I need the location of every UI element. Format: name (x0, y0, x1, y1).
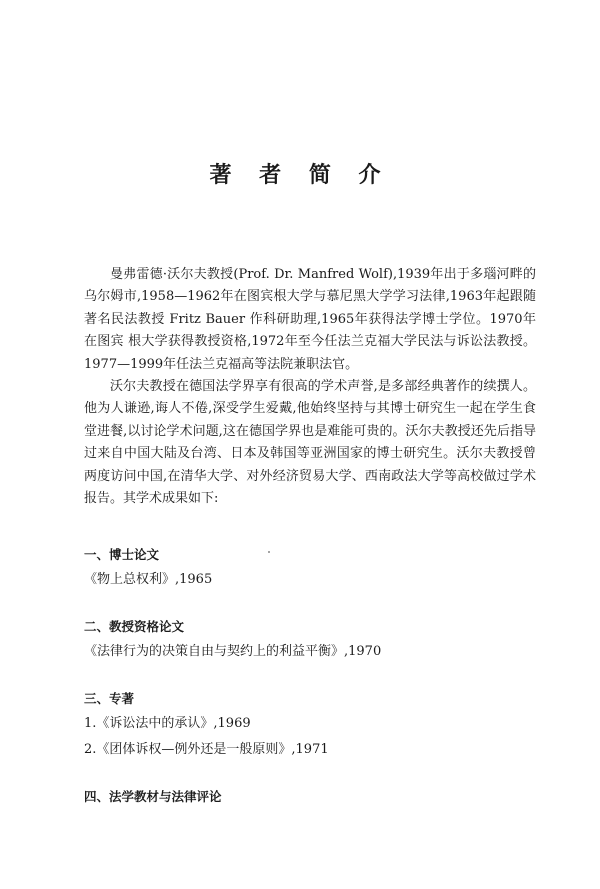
list-item: 1.《诉讼法中的承认》,1969 (84, 716, 251, 731)
section-heading: 一、博士论文 (84, 547, 160, 562)
page-title: 著 者 简 介 (209, 162, 391, 188)
list-item: 《法律行为的决策自由与契约上的利益平衡》,1970 (84, 644, 382, 659)
section-heading: 二、教授资格论文 (84, 619, 185, 634)
list-item: 《物上总权利》,1965 (84, 572, 213, 587)
section-monographs (84, 687, 536, 763)
section-heading: 三、专著 (84, 691, 135, 706)
scan-speck (268, 551, 270, 553)
list-item: 2.《团体诉权—例外还是一般原则》,1971 (84, 742, 329, 757)
section-textbooks-commentaries (84, 785, 536, 809)
section-doctoral-thesis (84, 543, 536, 593)
works-list (84, 543, 536, 831)
section-habilitation-thesis (84, 615, 536, 665)
biography-text (84, 264, 536, 510)
biography-paragraph-1: 曼弗雷德·沃尔夫教授(Prof. Dr. Manfred Wolf),1939年出于多瑙河畔的乌尔姆市,1958—1962年在图宾根大学与慕尼黑大学学习法律,1963年起跟随著名民法教授 Fritz Bauer 作科研助理,1965年获得法学博士学位。1970年在图宾 根大学获得教授资格,1972年至今任法兰克福大学民法与诉讼法教授。1977—1999年任法兰克福高等法院兼职法官。 (84, 267, 536, 372)
section-heading: 四、法学教材与法律评论 (84, 789, 222, 804)
biography-paragraph-2: 沃尔夫教授在德国法学界享有很高的学术声誉,是多部经典著作的续撰人。他为人谦逊,诲人不倦,深受学生爱戴,他始终坚持与其博士研究生一起在学生食堂进餐,以讨论学术问题,这在德国学界也是难能可贵的。沃尔夫教授还先后指导过来自中国大陆及台湾、日本及韩国等亚洲国家的博士研究生。沃尔夫教授曾两度访问中国,在清华大学、对外经济贸易大学、西南政法大学等高校做过学术报告。其学术成果如下: (84, 379, 536, 507)
